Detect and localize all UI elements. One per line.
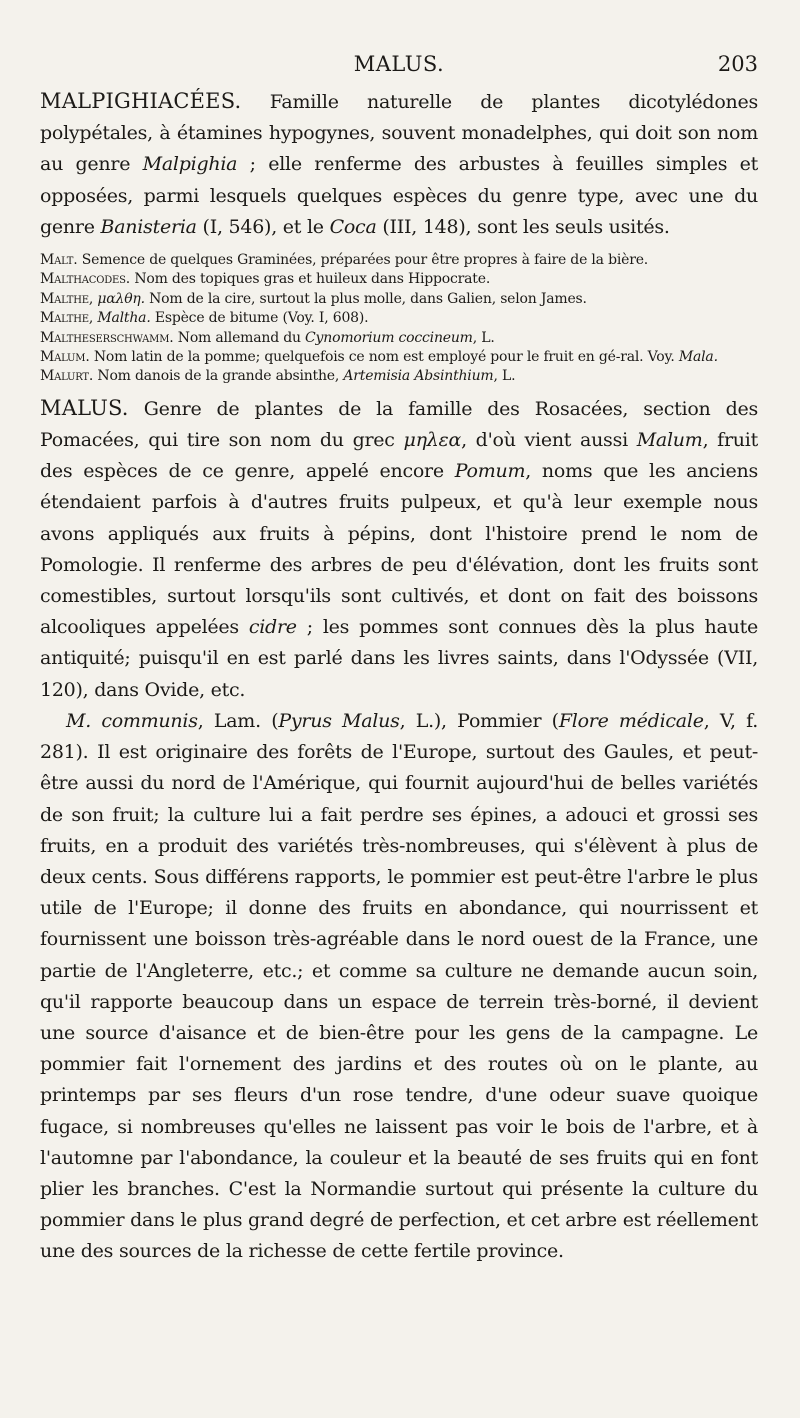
entry-text: Nom danois de la grande absinthe, — [93, 368, 344, 385]
entry-head: Malum. — [40, 349, 90, 366]
entry-malthe-cire — [40, 290, 758, 309]
entry-text: Nom latin de la pomme; quelquefois ce nom est employé pour le fruit en gé-ral. Voy. — [89, 349, 679, 366]
entry-malurt — [40, 367, 758, 386]
genus-name: Banisteria — [100, 215, 197, 238]
entry-text: , L. — [493, 368, 516, 385]
entry-text: (I, 546), et le — [196, 215, 330, 238]
entry-text: Famille naturelle de plantes dicotylédones polypétales, à étamines hypogynes, souvent monadelphes, qui doit son nom au genre — [40, 91, 758, 176]
latin-name: Malum — [636, 429, 703, 452]
entry-text: ; les pommes sont connues dès la plus haute antiquité; puisqu'il en est parlé dans les livres saints, dans l'Odyssée (VII, 120), dans Ovide, etc. — [40, 616, 758, 701]
entry-malthacodes — [40, 270, 758, 289]
cross-reference: Mala. — [678, 349, 718, 366]
entry-text: , L.), Pommier ( — [399, 709, 559, 732]
entry-text: ; elle renferme des arbustes à feuilles simples et opposées, parmi lesquels quelques espèces du genre type, avec une du genre — [40, 153, 759, 238]
greek-word: μαλθη. — [93, 290, 145, 307]
greek-word: μηλεα — [403, 429, 462, 452]
entry-head: Malthe, — [40, 310, 94, 327]
entry-text: Nom allemand du — [173, 329, 306, 346]
entry-malus — [40, 393, 758, 706]
entry-head: Malt. — [40, 252, 78, 269]
small-entries — [40, 251, 758, 387]
term-cidre: cidre — [248, 616, 297, 639]
entry-malt — [40, 251, 758, 270]
entry-text: Genre de plantes de la famille des Rosacées, section des Pomacées, qui tire son nom du grec — [40, 397, 758, 452]
entry-text: Espèce de bitume (Voy. I, 608). — [150, 310, 369, 327]
latin-name: Pomum — [454, 460, 526, 483]
latin-name: Maltha. — [93, 310, 151, 327]
reference-title: Flore médicale — [558, 709, 704, 732]
entry-head: Malthe, — [40, 290, 94, 307]
page-number: 203 — [717, 52, 758, 76]
entry-head: Maltheserschwamm. — [40, 329, 174, 346]
entry-malus-communis — [40, 706, 758, 1268]
entry-head: Malthacodes. — [40, 271, 131, 288]
genus-name: Coca — [329, 215, 377, 238]
entry-text: , Lam. ( — [197, 709, 279, 732]
entry-head: MALPIGHIACÉES. — [40, 89, 242, 113]
entry-text: (III, 148), sont les seuls usités. — [376, 215, 670, 238]
entry-text: Nom de la cire, surtout la plus molle, dans Galien, selon James. — [144, 290, 587, 307]
entry-head: Malurt. — [40, 368, 94, 385]
entry-malpighiacees — [40, 86, 758, 243]
entry-maltheserschwamm — [40, 329, 758, 348]
entry-head: MALUS. — [40, 395, 129, 420]
entry-text: Semence de quelques Graminées, préparées pour être propres à faire de la bière. — [77, 252, 649, 269]
entry-malthe-bitume — [40, 309, 758, 328]
entry-malum — [40, 348, 758, 367]
genus-name: Malpighia — [142, 153, 238, 176]
entry-text: Nom des topiques gras et huileux dans Hippocrate. — [130, 271, 491, 288]
entry-text: , d'où vient aussi — [461, 429, 637, 452]
synonym-name: Pyrus Malus — [278, 709, 400, 732]
entry-text: , L. — [472, 329, 495, 346]
latin-name: Cynomorium coccineum — [305, 329, 473, 346]
entry-text: , noms que les anciens étendaient parfois à d'autres fruits pulpeux, et qu'à leur exemple nous avons appliqués aux fruits à pépins, dont l'histoire prend le nom de Pomologie. Il renferme des arbres de peu d'élévation, dont les fruits sont comestibles, surtout lorsqu'ils sont cultivés, et dont on fait des boissons alcooliques appelées — [40, 460, 758, 639]
page-header — [40, 52, 758, 86]
latin-name: Artemisia Absinthium — [343, 368, 494, 385]
entry-text: , fruit des espèces de ce genre, appelé encore — [40, 429, 758, 483]
species-name: M. communis — [66, 709, 198, 732]
running-head: MALUS. — [353, 52, 445, 76]
entry-text: , V, f. 281). Il est originaire des forêts de l'Europe, surtout des Gaules, et peut-être aussi du nord de l'Amérique, qui fournit aujourd'hui de belles variétés de son fruit; la culture lui a fait perdre ses épines, a adouci et grossi ses fruits, en a produit des variétés très-nombreuses, qui s'élèvent à plus de deux cents. Sous différens rapports, le pommier est peut-être l'arbre le plus utile de l'Europe; il donne des fruits en abondance, qui nourrissent et fournissent une boisson très-agréable dans le nord ouest de la France, une partie de l'Angleterre, etc.; et comme sa culture ne demande aucun soin, qu'il rapporte beaucoup dans un espace de terrein très-borné, il devient une source d'aisance et de bien-être pour les gens de la campagne. Le pommier fait l'ornement des jardins et des routes où on le plante, au printemps par ses fleurs d'un rose tendre, d'une odeur suave quoique fugace, si nombreuses qu'elles ne laissent pas voir le bois de l'arbre, et à l'automne par l'abondance, la couleur et la beauté de ses fruits qui en font plier les branches. C'est la Normandie surtout qui présente la culture du pommier dans le plus grand degré de perfection, et cet arbre est réellement une des sources de la richesse de cette fertile province. — [40, 709, 758, 1263]
